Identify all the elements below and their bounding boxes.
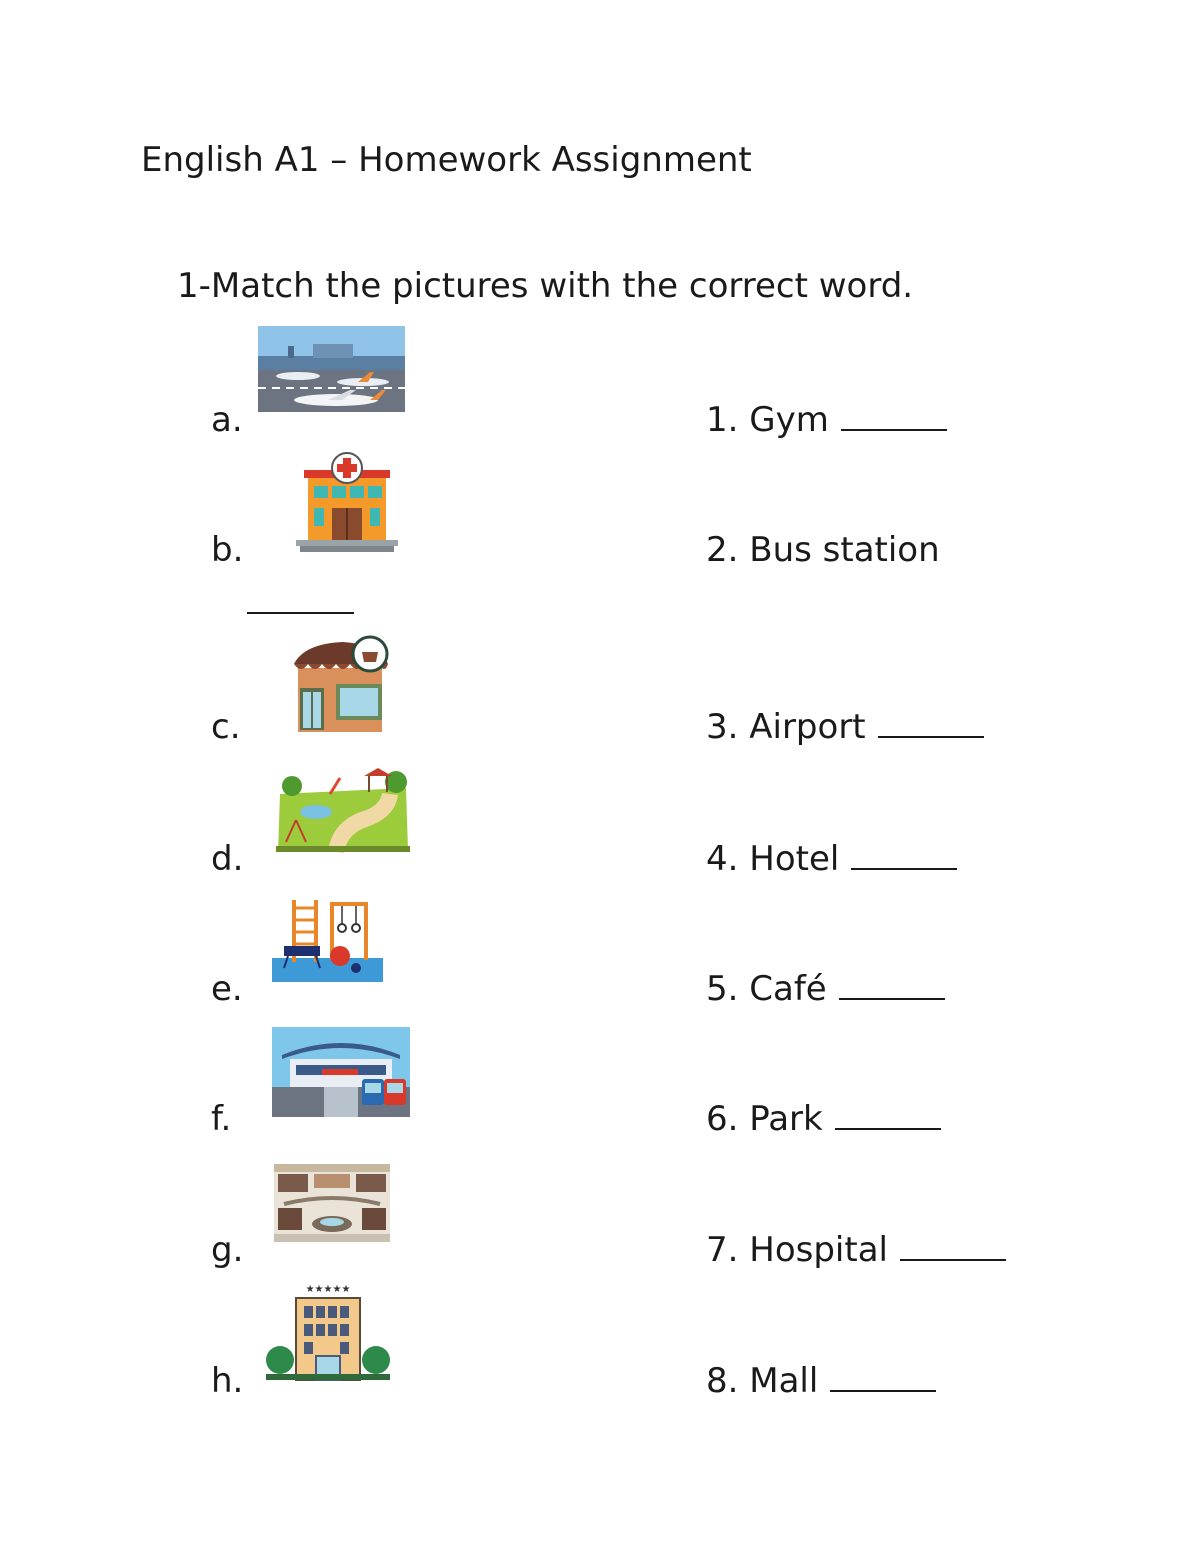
answer-blank-bus-station[interactable] [247,612,354,614]
picture-letter-a: a. [211,400,243,440]
match-word-1 [706,400,947,440]
picture-letter-d: d. [211,839,244,879]
picture-letter-e: e. [211,969,243,1009]
match-word-label: 5. Café [706,969,827,1009]
answer-blank-7[interactable] [900,1231,1006,1261]
answer-blank-8[interactable] [830,1362,936,1392]
match-word-label: 6. Park [706,1099,823,1139]
picture-letter-c: c. [211,707,241,747]
svg-text:★★★★★: ★★★★★ [305,1284,351,1295]
match-word-2 [706,530,940,570]
match-word-3 [706,707,984,747]
answer-blank-5[interactable] [839,970,945,1000]
match-word-6 [706,1099,941,1139]
picture-letter-b: b. [211,530,244,570]
park-icon [276,764,410,856]
mall-icon [274,1164,390,1242]
airport-icon [258,326,405,412]
match-word-label: 3. Airport [706,707,866,747]
match-word-label: 7. Hospital [706,1230,888,1270]
picture-letter-h: h. [211,1361,244,1401]
picture-letter-f: f. [211,1099,232,1139]
match-word-7 [706,1230,1006,1270]
cafe-icon [292,634,392,734]
match-word-label: 2. Bus station [706,530,940,570]
match-word-5 [706,969,945,1009]
exercise-instruction: 1-Match the pictures with the correct word. [177,266,914,306]
match-word-8 [706,1361,936,1401]
page-title: English A1 – Homework Assignment [141,140,752,180]
answer-blank-4[interactable] [851,840,957,870]
match-word-4 [706,839,957,879]
picture-letter-g: g. [211,1230,244,1270]
gym-icon [272,898,383,982]
answer-blank-3[interactable] [878,708,984,738]
answer-blank-6[interactable] [835,1100,941,1130]
answer-blank-1[interactable] [841,401,947,431]
bus-station-icon [272,1027,410,1117]
match-word-label: 4. Hotel [706,839,840,879]
hotel-icon [266,1282,390,1382]
match-word-label: 8. Mall [706,1361,819,1401]
match-word-label: 1. Gym [706,400,829,440]
hospital-icon [296,452,400,554]
